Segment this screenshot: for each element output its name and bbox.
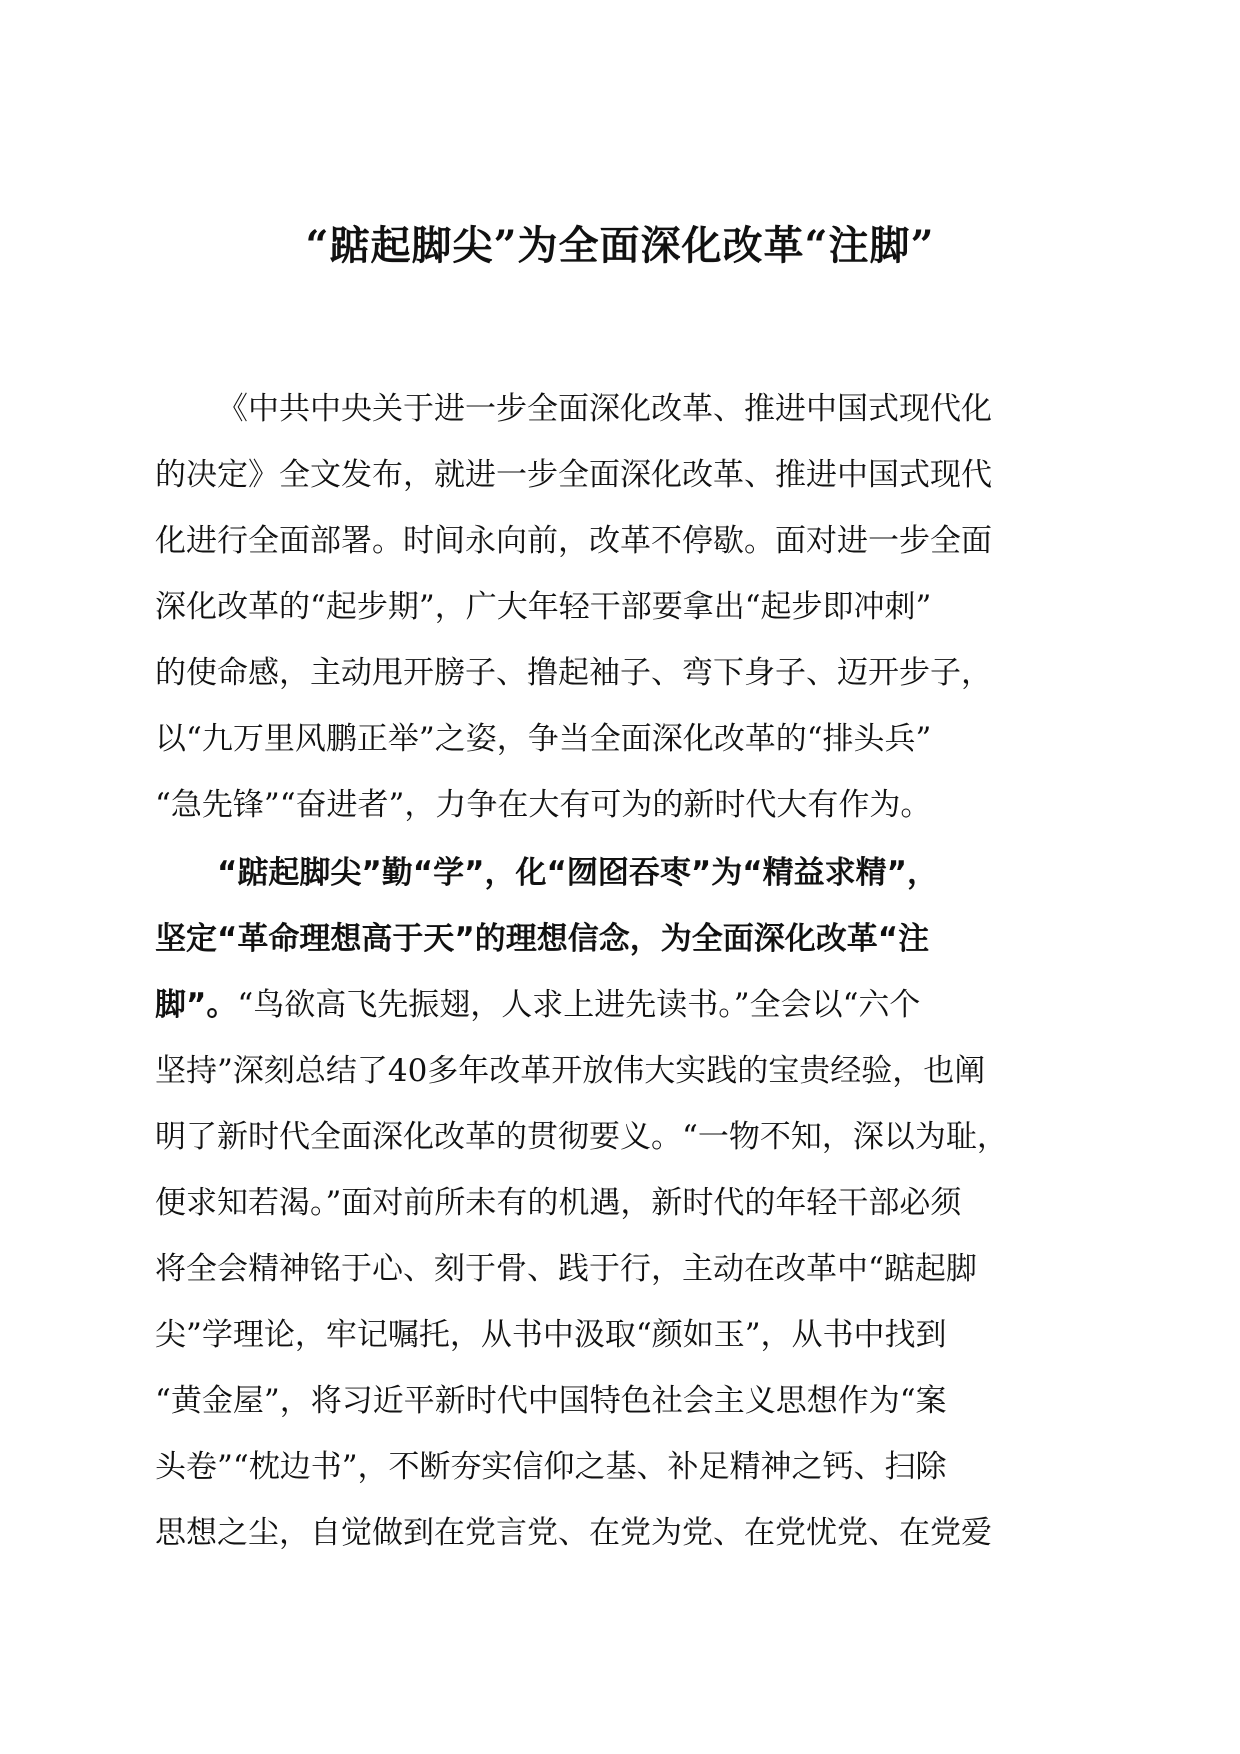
paragraph-line: 坚持”深刻总结了40多年改革开放伟大实践的宝贵经验，也阐 [155, 1053, 986, 1089]
paragraph-study [155, 840, 1085, 1566]
paragraph-line: 《中共中央关于进一步全面深化改革、推进中国式现代化 [217, 391, 992, 427]
paragraph-line: “黄金屋”，将习近平新时代中国特色社会主义思想作为“案 [155, 1383, 947, 1419]
paragraph-text: “鸟欲高飞先振翅，人求上进先读书。”全会以“六个 [237, 987, 921, 1023]
paragraph-line: 思想之尘，自觉做到在党言党、在党为党、在党忧党、在党爱 [155, 1515, 992, 1551]
paragraph-line: 将全会精神铭于心、刻于骨、践于行，主动在改革中“踮起脚 [155, 1251, 977, 1287]
section-heading-end: 脚”。 [155, 987, 238, 1023]
document-body [155, 376, 1085, 1566]
section-heading-line: “踮起脚尖”勤“学”，化“囫囵吞枣”为“精益求精”， [217, 855, 938, 891]
paragraph-line: 头卷”“枕边书”，不断夯实信仰之基、补足精神之钙、扫除 [155, 1449, 947, 1485]
section-heading-line: 坚定“革命理想高于天”的理想信念，为全面深化改革“注 [155, 921, 930, 957]
paragraph-line: 深化改革的“起步期”，广大年轻干部要拿出“起步即冲刺” [155, 589, 932, 625]
paragraph-line: 尖”学理论，牢记嘱托，从书中汲取“颜如玉”，从书中找到 [155, 1317, 947, 1353]
paragraph-intro [155, 376, 1085, 838]
paragraph-line: “急先锋”“奋进者”，力争在大有可为的新时代大有作为。 [155, 787, 932, 823]
paragraph-line: 便求知若渴。”面对前所未有的机遇，新时代的年轻干部必须 [155, 1185, 962, 1221]
paragraph-line: 明了新时代全面深化改革的贯彻要义。“一物不知，深以为耻， [155, 1119, 1008, 1155]
document-title: “踮起脚尖”为全面深化改革“注脚” [305, 222, 935, 269]
mixed-line [155, 972, 1085, 1038]
paragraph-line: 的决定》全文发布，就进一步全面深化改革、推进中国式现代 [155, 457, 992, 493]
paragraph-line: 的使命感，主动甩开膀子、撸起袖子、弯下身子、迈开步子， [155, 655, 992, 691]
paragraph-line: 以“九万里风鹏正举”之姿，争当全面深化改革的“排头兵” [155, 721, 932, 757]
paragraph-line: 化进行全面部署。时间永向前，改革不停歇。面对进一步全面 [155, 523, 992, 559]
